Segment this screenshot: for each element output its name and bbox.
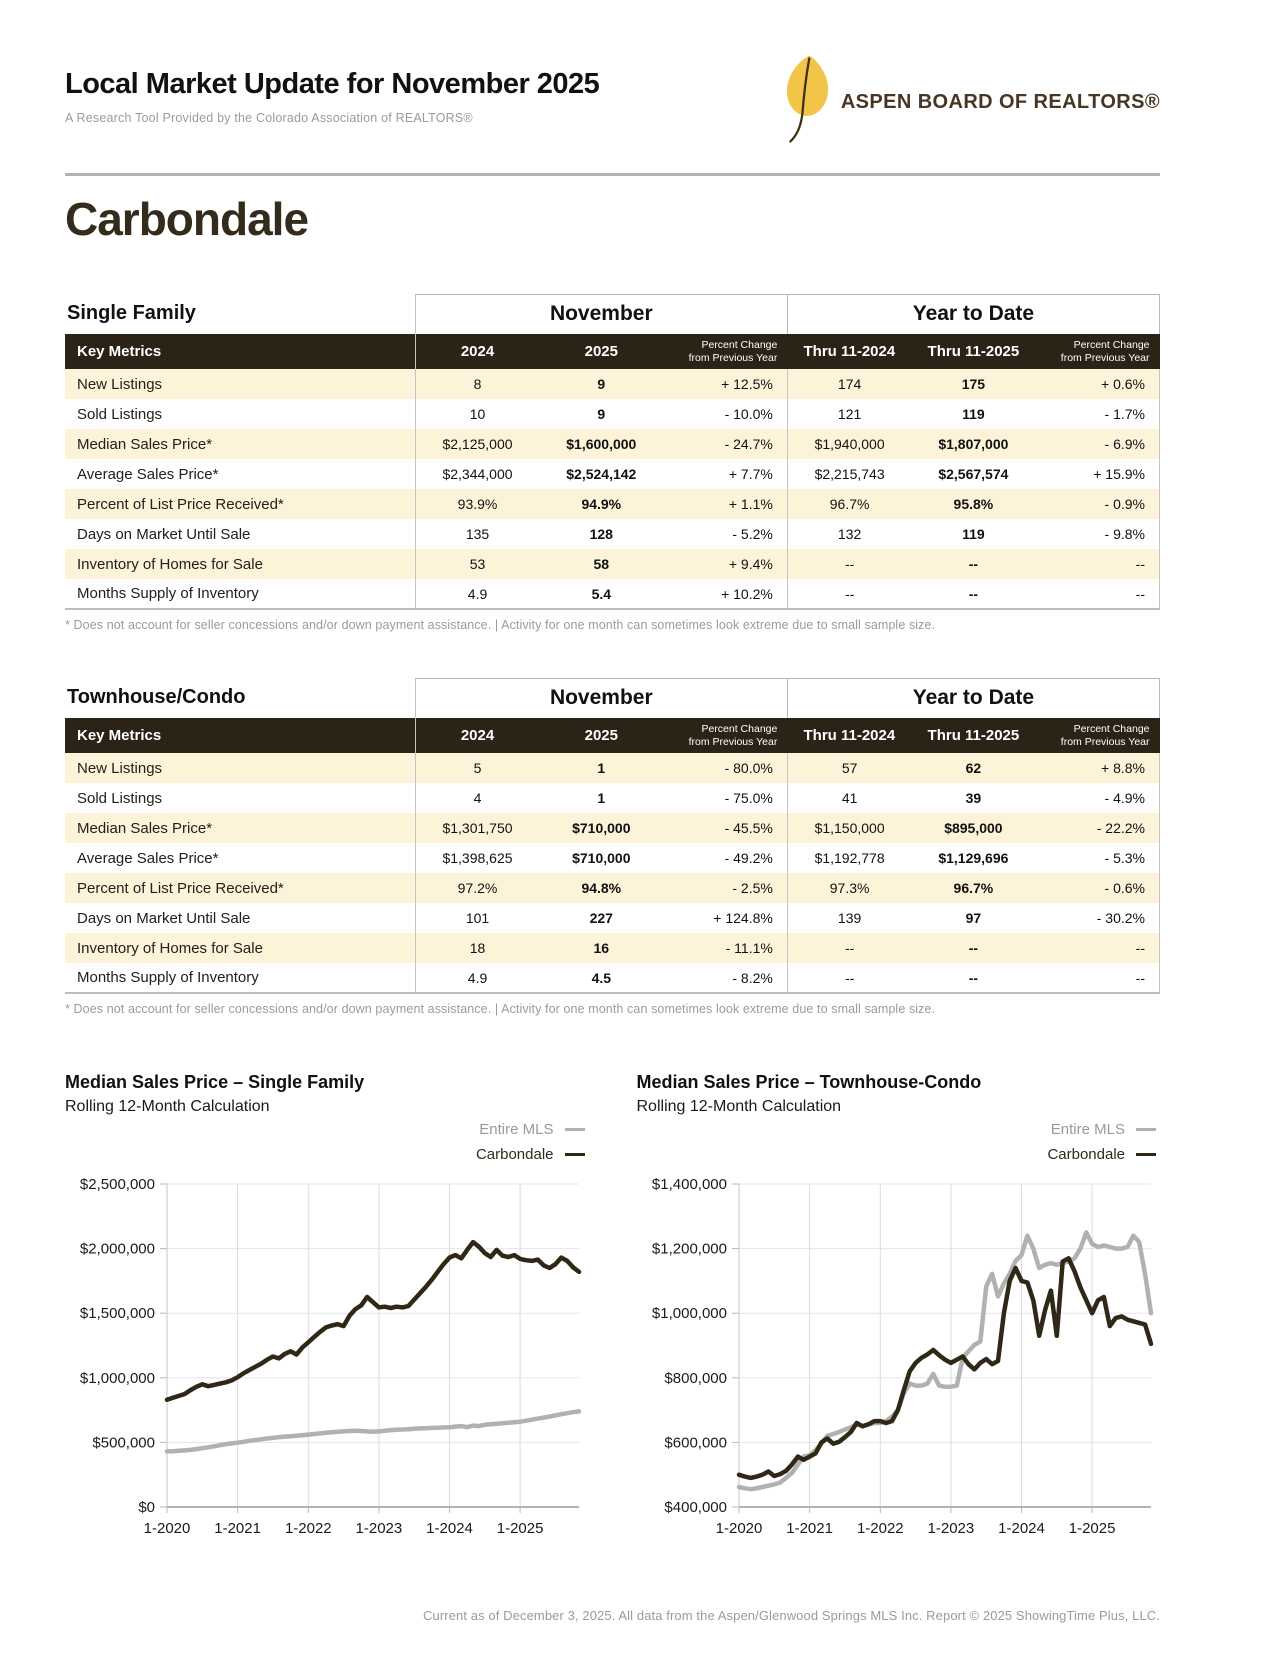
header-text-block: [65, 68, 599, 125]
col-2025-header: 2025: [539, 334, 663, 369]
svg-text:1-2023: 1-2023: [355, 1519, 403, 1537]
metric-value: --: [787, 549, 911, 579]
metric-value: 174: [787, 369, 911, 399]
table-row: [65, 843, 1160, 873]
metric-value: --: [1035, 963, 1159, 993]
metric-value: 97.3%: [787, 873, 911, 903]
metric-value: 41: [787, 783, 911, 813]
svg-text:$1,000,000: $1,000,000: [79, 1369, 155, 1387]
november-column-group-header: November: [415, 295, 787, 335]
metric-value: + 1.1%: [663, 489, 787, 519]
metric-value: $2,215,743: [787, 459, 911, 489]
metric-value: + 8.8%: [1035, 753, 1159, 783]
metric-value: 8: [415, 369, 539, 399]
table-row: [65, 783, 1160, 813]
metric-label: New Listings: [65, 753, 415, 783]
aspen-board-logo: [779, 54, 1160, 151]
svg-text:1-2020: 1-2020: [715, 1519, 762, 1537]
footer-note: Current as of December 3, 2025. All data from the Aspen/Glenwood Springs MLS Inc. Report © 2025 ShowingTime Plus, LLC.: [423, 1607, 1160, 1623]
metric-value: - 2.5%: [663, 873, 787, 903]
metric-value: 16: [539, 933, 663, 963]
entire-mls-line-swatch: [565, 1128, 585, 1131]
table-row: [65, 459, 1160, 489]
metric-value: 119: [911, 519, 1035, 549]
townhouse-condo-chart-card: [637, 1072, 1161, 1550]
chart-subtitle: Rolling 12-Month Calculation: [636, 1098, 842, 1115]
metric-value: 101: [415, 903, 539, 933]
report-subtitle: A Research Tool Provided by the Colorado Association of REALTORS®: [65, 111, 473, 125]
metric-label: Median Sales Price*: [65, 813, 415, 843]
metric-value: $1,398,625: [415, 843, 539, 873]
legend-carbondale: Carbondale: [65, 1143, 585, 1168]
table-footnote: * Does not account for seller concessions and/or down payment assistance. | Activity for one month can sometimes look extreme due to small sample size.: [65, 618, 936, 632]
pct-change-header: Percent Change from Previous Year: [663, 718, 787, 753]
svg-text:1-2022: 1-2022: [284, 1519, 332, 1537]
table-row: [65, 873, 1160, 903]
report-header: [65, 68, 1160, 151]
metric-value: - 49.2%: [663, 843, 787, 873]
metric-label: Sold Listings: [65, 399, 415, 429]
single-family-table: [65, 294, 1160, 610]
metric-value: 97: [911, 903, 1035, 933]
metric-value: $1,807,000: [911, 429, 1035, 459]
metric-value: 95.8%: [911, 489, 1035, 519]
metric-value: - 22.2%: [1035, 813, 1159, 843]
metric-label: Days on Market Until Sale: [65, 519, 415, 549]
metric-value: 94.9%: [539, 489, 663, 519]
table-row: [65, 813, 1160, 843]
metric-value: + 15.9%: [1035, 459, 1159, 489]
single-family-table-body: [65, 369, 1160, 609]
metric-value: 135: [415, 519, 539, 549]
metric-value: - 0.9%: [1035, 489, 1159, 519]
thru-2025-header: Thru 11-2025: [911, 334, 1035, 369]
series-carbondale: [167, 1242, 579, 1400]
metric-value: 1: [539, 753, 663, 783]
svg-text:$0: $0: [138, 1498, 155, 1516]
metric-value: - 30.2%: [1035, 903, 1159, 933]
metric-value: $895,000: [911, 813, 1035, 843]
pct-change-header: Percent Change from Previous Year: [663, 334, 787, 369]
metric-value: 9: [539, 369, 663, 399]
chart-legend: [65, 1118, 585, 1168]
metric-label: Days on Market Until Sale: [65, 903, 415, 933]
metric-value: 121: [787, 399, 911, 429]
metric-value: $710,000: [539, 813, 663, 843]
table-row: [65, 579, 1160, 609]
townhouse-condo-table: [65, 678, 1160, 994]
metric-value: - 8.2%: [663, 963, 787, 993]
metric-value: - 75.0%: [663, 783, 787, 813]
svg-text:$2,000,000: $2,000,000: [79, 1240, 155, 1258]
chart-title: Median Sales Price – Single Family: [65, 1072, 365, 1092]
key-metrics-header: Key Metrics: [65, 718, 415, 753]
thru-2025-header: Thru 11-2025: [911, 718, 1035, 753]
series-entire-mls: [167, 1411, 579, 1451]
svg-text:1-2022: 1-2022: [856, 1519, 904, 1537]
metric-value: $1,129,696: [911, 843, 1035, 873]
metric-value: 5.4: [539, 579, 663, 609]
svg-text:1-2024: 1-2024: [426, 1519, 473, 1537]
legend-entire-mls: Entire MLS: [65, 1118, 585, 1143]
metric-value: 5: [415, 753, 539, 783]
table-row: [65, 519, 1160, 549]
aspen-leaf-icon: [779, 54, 835, 151]
metric-value: 96.7%: [911, 873, 1035, 903]
metric-value: - 1.7%: [1035, 399, 1159, 429]
pct-change-header: Percent Change from Previous Year: [1035, 718, 1159, 753]
metric-label: Months Supply of Inventory: [65, 963, 415, 993]
svg-text:$600,000: $600,000: [663, 1433, 727, 1451]
metric-value: --: [1035, 933, 1159, 963]
metric-value: - 9.8%: [1035, 519, 1159, 549]
metric-label: Months Supply of Inventory: [65, 579, 415, 609]
metric-label: New Listings: [65, 369, 415, 399]
series-carbondale: [739, 1258, 1151, 1478]
metric-value: - 10.0%: [663, 399, 787, 429]
header-divider: [65, 173, 1160, 176]
metric-label: Inventory of Homes for Sale: [65, 549, 415, 579]
metric-value: $1,301,750: [415, 813, 539, 843]
metric-value: - 5.2%: [663, 519, 787, 549]
svg-text:$1,500,000: $1,500,000: [79, 1304, 155, 1322]
legend-carbondale: Carbondale: [637, 1143, 1157, 1168]
table-row: [65, 489, 1160, 519]
thru-2024-header: Thru 11-2024: [787, 718, 911, 753]
metric-value: + 9.4%: [663, 549, 787, 579]
metric-value: 18: [415, 933, 539, 963]
section-label: Townhouse/Condo: [65, 679, 415, 719]
table-row: [65, 429, 1160, 459]
ytd-column-group-header: Year to Date: [787, 295, 1159, 335]
svg-text:1-2021: 1-2021: [214, 1519, 261, 1537]
metric-value: $2,125,000: [415, 429, 539, 459]
svg-text:1-2020: 1-2020: [143, 1519, 191, 1537]
pct-change-header: Percent Change from Previous Year: [1035, 334, 1159, 369]
chart-title: Median Sales Price – Townhouse-Condo: [636, 1072, 982, 1092]
metric-value: 4.9: [415, 963, 539, 993]
metric-value: $1,600,000: [539, 429, 663, 459]
svg-text:$1,400,000: $1,400,000: [651, 1175, 727, 1193]
charts-section: [65, 1072, 1160, 1550]
metric-value: 93.9%: [415, 489, 539, 519]
metric-value: - 11.1%: [663, 933, 787, 963]
chart-legend: [637, 1118, 1157, 1168]
metric-value: - 0.6%: [1035, 873, 1159, 903]
metric-label: Median Sales Price*: [65, 429, 415, 459]
metric-value: --: [1035, 579, 1159, 609]
carbondale-line-swatch: [1136, 1153, 1156, 1156]
col-2024-header: 2024: [415, 718, 539, 753]
metric-value: 57: [787, 753, 911, 783]
table-row: [65, 399, 1160, 429]
col-2024-header: 2024: [415, 334, 539, 369]
table-row: [65, 549, 1160, 579]
metric-label: Inventory of Homes for Sale: [65, 933, 415, 963]
metric-value: 227: [539, 903, 663, 933]
ytd-column-group-header: Year to Date: [787, 679, 1159, 719]
section-header-row: [65, 295, 1160, 335]
svg-text:$2,500,000: $2,500,000: [79, 1175, 155, 1193]
entire-mls-line-swatch: [1136, 1128, 1156, 1131]
metric-value: $2,567,574: [911, 459, 1035, 489]
metric-value: + 12.5%: [663, 369, 787, 399]
metric-value: 139: [787, 903, 911, 933]
single-family-chart-card: [65, 1072, 589, 1550]
metric-value: --: [1035, 549, 1159, 579]
metric-value: $1,940,000: [787, 429, 911, 459]
metric-value: $2,344,000: [415, 459, 539, 489]
table-row: [65, 933, 1160, 963]
metric-label: Sold Listings: [65, 783, 415, 813]
metric-value: - 4.9%: [1035, 783, 1159, 813]
table-row: [65, 903, 1160, 933]
section-header-row: [65, 679, 1160, 719]
townhouse-condo-table-body: [65, 753, 1160, 993]
column-header-row: [65, 718, 1160, 753]
metric-value: $1,192,778: [787, 843, 911, 873]
metric-value: 58: [539, 549, 663, 579]
metric-value: + 7.7%: [663, 459, 787, 489]
metric-value: $1,150,000: [787, 813, 911, 843]
metric-value: --: [787, 933, 911, 963]
svg-text:1-2025: 1-2025: [496, 1519, 544, 1537]
metric-value: - 5.3%: [1035, 843, 1159, 873]
metric-value: 4: [415, 783, 539, 813]
col-2025-header: 2025: [539, 718, 663, 753]
table-row: [65, 753, 1160, 783]
svg-text:1-2024: 1-2024: [997, 1519, 1045, 1537]
svg-text:$400,000: $400,000: [663, 1498, 727, 1516]
carbondale-line-swatch: [565, 1153, 585, 1156]
section-label: Single Family: [65, 295, 415, 335]
page-title: Carbondale: [65, 193, 309, 245]
metric-value: --: [787, 963, 911, 993]
key-metrics-header: Key Metrics: [65, 334, 415, 369]
metric-label: Average Sales Price*: [65, 843, 415, 873]
metric-value: 119: [911, 399, 1035, 429]
metric-value: 96.7%: [787, 489, 911, 519]
metric-label: Percent of List Price Received*: [65, 489, 415, 519]
svg-text:1-2025: 1-2025: [1068, 1519, 1115, 1537]
thru-2024-header: Thru 11-2024: [787, 334, 911, 369]
metric-value: 1: [539, 783, 663, 813]
metric-value: 39: [911, 783, 1035, 813]
metric-value: 97.2%: [415, 873, 539, 903]
metric-value: 94.8%: [539, 873, 663, 903]
metric-value: 10: [415, 399, 539, 429]
metric-value: --: [911, 933, 1035, 963]
metric-value: + 0.6%: [1035, 369, 1159, 399]
metric-value: 175: [911, 369, 1035, 399]
metric-value: 132: [787, 519, 911, 549]
metric-value: + 10.2%: [663, 579, 787, 609]
single-family-chart: [65, 1170, 585, 1545]
svg-text:$1,200,000: $1,200,000: [651, 1240, 727, 1258]
metric-value: --: [911, 549, 1035, 579]
metric-value: 9: [539, 399, 663, 429]
metric-value: - 80.0%: [663, 753, 787, 783]
table-row: [65, 963, 1160, 993]
november-column-group-header: November: [415, 679, 787, 719]
metric-value: 53: [415, 549, 539, 579]
report-title: Local Market Update for November 2025: [65, 68, 600, 100]
metric-value: - 6.9%: [1035, 429, 1159, 459]
townhouse-condo-chart: [637, 1170, 1157, 1545]
metric-label: Percent of List Price Received*: [65, 873, 415, 903]
table-footnote: * Does not account for seller concessions and/or down payment assistance. | Activity for one month can sometimes look extreme due to small sample size.: [65, 1002, 936, 1016]
metric-value: --: [787, 579, 911, 609]
metric-value: 128: [539, 519, 663, 549]
table-row: [65, 369, 1160, 399]
svg-text:$800,000: $800,000: [663, 1369, 727, 1387]
logo-text: ASPEN BOARD OF REALTORS®: [840, 91, 1160, 113]
metric-value: 4.9: [415, 579, 539, 609]
svg-text:$1,000,000: $1,000,000: [651, 1304, 727, 1322]
metric-value: - 45.5%: [663, 813, 787, 843]
metric-value: $710,000: [539, 843, 663, 873]
metric-value: --: [911, 579, 1035, 609]
metric-value: $2,524,142: [539, 459, 663, 489]
svg-text:1-2023: 1-2023: [927, 1519, 974, 1537]
metric-value: - 24.7%: [663, 429, 787, 459]
svg-text:$500,000: $500,000: [92, 1433, 155, 1451]
metric-value: 4.5: [539, 963, 663, 993]
legend-entire-mls: Entire MLS: [637, 1118, 1157, 1143]
chart-subtitle: Rolling 12-Month Calculation: [65, 1098, 270, 1115]
metric-label: Average Sales Price*: [65, 459, 415, 489]
column-header-row: [65, 334, 1160, 369]
metric-value: + 124.8%: [663, 903, 787, 933]
metric-value: 62: [911, 753, 1035, 783]
svg-text:1-2021: 1-2021: [785, 1519, 833, 1537]
metric-value: --: [911, 963, 1035, 993]
